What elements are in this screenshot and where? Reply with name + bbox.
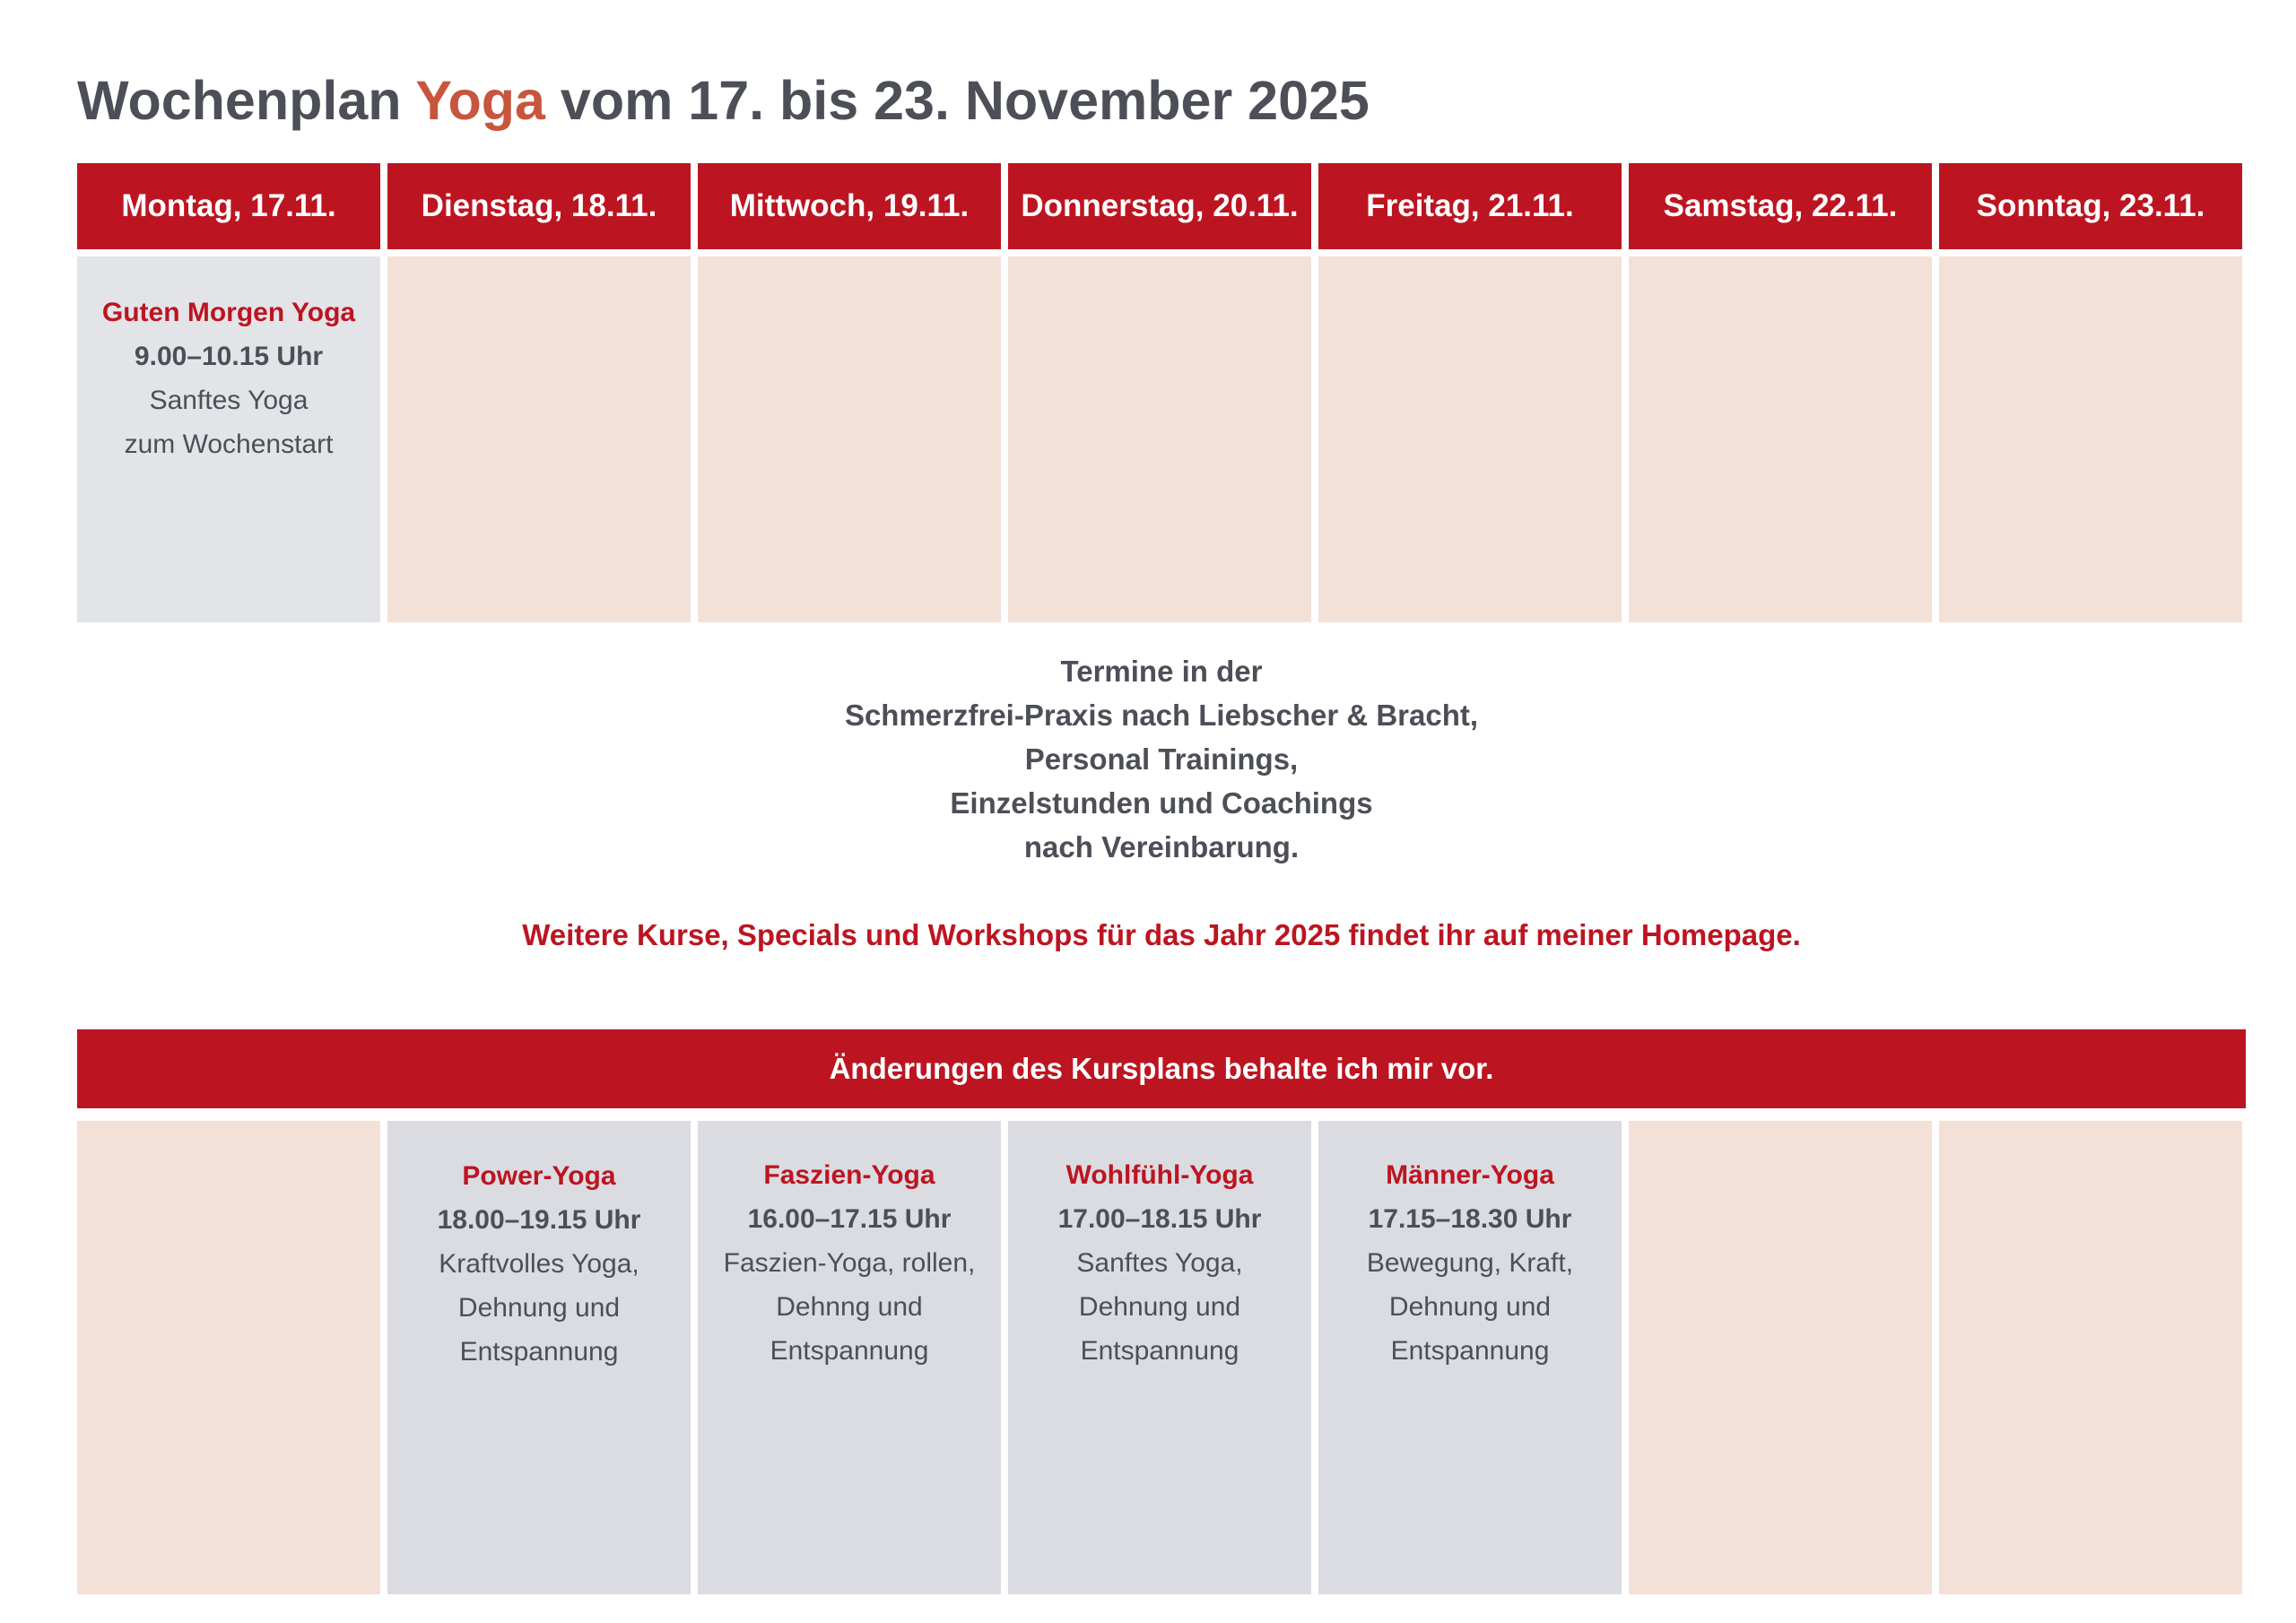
course-description: Entspannung (459, 1337, 619, 1367)
info-line: Personal Trainings, (1024, 742, 1299, 776)
day-header-friday: Freitag, 21.11. (1318, 163, 1622, 249)
course-description: Faszien-Yoga, rollen, (723, 1248, 976, 1278)
course-time: 16.00–17.15 Uhr (747, 1204, 952, 1234)
morning-cell-monday (77, 256, 380, 622)
course-description: Entspannung (1390, 1336, 1550, 1366)
course-time: 17.15–18.30 Uhr (1368, 1204, 1572, 1234)
evening-cell-tuesday (387, 1121, 691, 1594)
course-description: Sanftes Yoga, (1076, 1248, 1243, 1278)
course-description: Dehnung und (1388, 1292, 1552, 1322)
course-description: Dehnung und (457, 1293, 621, 1323)
course-time: 18.00–19.15 Uhr (437, 1205, 641, 1235)
course-description: Entspannung (770, 1336, 929, 1366)
info-line: nach Vereinbarung. (1023, 830, 1300, 864)
course-title: Männer-Yoga (1386, 1160, 1554, 1190)
course-description: Kraftvolles Yoga, (439, 1249, 639, 1279)
evening-cell-wednesday (698, 1121, 1001, 1594)
day-header-sunday: Sonntag, 23.11. (1939, 163, 2242, 249)
morning-cell-sunday (1939, 256, 2242, 622)
schedule-change-banner: Änderungen des Kursplans behalte ich mir vor. (77, 1029, 2246, 1108)
course-description: zum Wochenstart (124, 430, 334, 459)
day-header-tuesday: Dienstag, 18.11. (387, 163, 691, 249)
course-description: Entspannung (1080, 1336, 1239, 1366)
title-prefix: Wochenplan (77, 70, 416, 131)
course-description: Dehnng und (776, 1292, 923, 1322)
morning-cell-saturday (1629, 256, 1932, 622)
morning-cell-wednesday (698, 256, 1001, 622)
evening-cell-sunday (1939, 1121, 2242, 1594)
morning-cell-friday (1318, 256, 1622, 622)
day-header-wednesday: Mittwoch, 19.11. (698, 163, 1001, 249)
info-line: Einzelstunden und Coachings (950, 786, 1373, 820)
course-title: Guten Morgen Yoga (101, 298, 356, 327)
course-description: Dehnung und (1078, 1292, 1241, 1322)
course-title: Faszien-Yoga (763, 1160, 935, 1190)
day-header-saturday: Samstag, 22.11. (1629, 163, 1932, 249)
homepage-note: Weitere Kurse, Specials und Workshops für das Jahr 2025 findet ihr auf meiner Homepage. (522, 918, 1801, 951)
evening-cell-monday (77, 1121, 380, 1594)
morning-cell-thursday (1008, 256, 1311, 622)
course-time: 17.00–18.15 Uhr (1057, 1204, 1262, 1234)
day-header-thursday: Donnerstag, 20.11. (1008, 163, 1311, 249)
course-title: Wohlfühl-Yoga (1065, 1160, 1254, 1190)
evening-cell-friday (1318, 1121, 1622, 1594)
course-time: 9.00–10.15 Uhr (134, 342, 324, 371)
title-suffix: vom 17. bis 23. November 2025 (544, 70, 1370, 131)
info-line: Termine in der (1060, 655, 1263, 688)
info-line: Schmerzfrei-Praxis nach Liebscher & Bracht, (844, 699, 1479, 732)
evening-cell-thursday (1008, 1121, 1311, 1594)
evening-cell-saturday (1629, 1121, 1932, 1594)
appointment-info (77, 649, 2246, 869)
course-title: Power-Yoga (462, 1161, 616, 1191)
day-header-monday: Montag, 17.11. (77, 163, 380, 249)
title-accent: Yoga (415, 70, 545, 131)
course-description: Bewegung, Kraft, (1366, 1248, 1574, 1278)
morning-cell-tuesday (387, 256, 691, 622)
page-title (77, 65, 1370, 136)
course-description: Sanftes Yoga (149, 386, 309, 415)
